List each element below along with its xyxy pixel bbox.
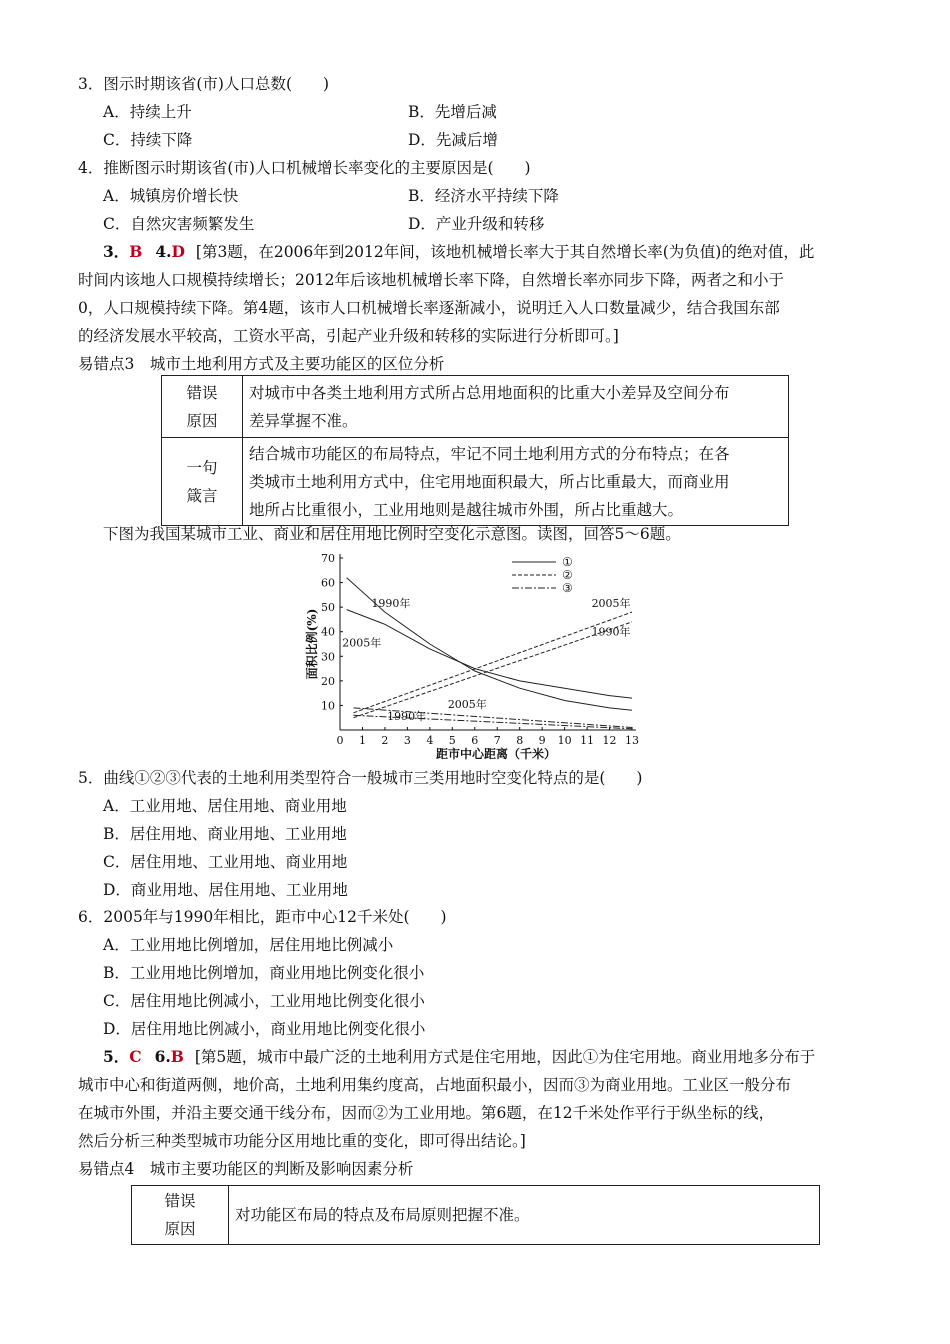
x-tick-label: 0 (336, 734, 344, 747)
q3-option-d: D．先减后增 (408, 131, 498, 149)
answer-3-4-line2: 时间内该地人口规模持续增长；2012年后该地机械增长率下降，自然增长率亦同步下降，两者之和小于 (78, 271, 784, 289)
answer-5-6-line1: 5．C 6.B [第5题，城市中最广泛的土地利用方式是住宅用地，因此①为住宅用地。商业用地多分布于 (103, 1047, 816, 1066)
answer-5-6-line4: 然后分析三种类型城市功能分区用地比重的变化，即可得出结论。] (78, 1132, 526, 1150)
q3-option-b: B．先增后减 (408, 103, 497, 121)
q4-option-b: B．经济水平持续下降 (408, 187, 559, 205)
q6-option-c: C．居住用地比例减小，工业用地比例变化很小 (103, 992, 425, 1010)
x-tick-label: 7 (493, 734, 501, 747)
x-tick-label: 6 (471, 734, 479, 747)
x-tick-label: 12 (602, 734, 617, 747)
y-tick-label: 40 (321, 625, 335, 639)
year-annotation: 2005年 (591, 597, 631, 611)
y-tick-label: 10 (321, 699, 335, 713)
year-annotation: 1990年 (591, 625, 631, 639)
x-tick-label: 10 (557, 734, 572, 747)
point3-motto-header: 一句 箴言 (162, 438, 243, 526)
series-line-3 (354, 612, 633, 713)
point3-motto-text: 结合城市功能区的布局特点，牢记不同土地利用方式的分布特点；在各 类城市土地利用方式中，住宅用地面积最大，所占比重最大，而商业用 地所占比重很小，工业用地则是越往城市外围，所占比重越大。 (243, 438, 789, 526)
point4-title: 易错点4 城市主要功能区的判断及影响因素分析 (78, 1160, 414, 1178)
series-line-2 (347, 610, 632, 699)
point4-reason-header: 错误 原因 (132, 1186, 229, 1245)
point3-title: 易错点3 城市土地利用方式及主要功能区的区位分析 (78, 355, 445, 373)
q4-stem: 4．推断图示时期该省(市)人口机械增长率变化的主要原因是( ) (78, 159, 531, 177)
point3-reason-header: 错误 原因 (162, 376, 243, 438)
y-tick-label: 70 (321, 552, 335, 565)
q5-option-b: B．居住用地、商业用地、工业用地 (103, 825, 347, 843)
q4-option-a: A．城镇房价增长快 (103, 187, 239, 205)
x-tick-label: 1 (358, 734, 366, 747)
y-tick-label: 60 (321, 576, 335, 590)
answer-6: B (170, 1047, 184, 1066)
answer-3-4-line4: 的经济发展水平较高，工资水平高，引起产业升级和转移的实际进行分析即可。] (78, 327, 619, 345)
x-tick-label: 5 (448, 734, 456, 747)
intro-5-6: 下图为我国某城市工业、商业和居住用地比例时空变化示意图。读图，回答5～6题。 (103, 525, 681, 543)
q5-option-d: D．商业用地、居住用地、工业用地 (103, 881, 348, 899)
q6-option-a: A．工业用地比例增加，居住用地比例减小 (103, 936, 394, 954)
q5-option-a: A．工业用地、居住用地、商业用地 (103, 797, 347, 815)
year-annotation: 1990年 (387, 710, 427, 724)
x-tick-label: 8 (516, 734, 524, 747)
x-tick-label: 13 (625, 734, 639, 747)
y-tick-label: 50 (321, 601, 335, 615)
point4-reason-text: 对功能区布局的特点及布局原则把握不准。 (229, 1186, 820, 1245)
q3-stem: 3．图示时期该省(市)人口总数( ) (78, 75, 330, 93)
q5-option-c: C．居住用地、工业用地、商业用地 (103, 853, 348, 871)
year-annotation: 2005年 (342, 636, 382, 650)
legend-label: ① (562, 555, 573, 569)
y-axis-label: 面积比例(%) (305, 608, 319, 680)
x-axis-label: 距市中心距离（千米） (435, 747, 557, 760)
year-annotation: 2005年 (447, 697, 487, 711)
x-tick-label: 11 (580, 734, 595, 747)
x-tick-label: 2 (381, 734, 389, 747)
q3-option-c: C．持续下降 (103, 131, 193, 149)
q6-stem: 6．2005年与1990年相比，距市中心12千米处( ) (78, 908, 447, 926)
q3-option-a: A．持续上升 (103, 103, 192, 121)
q6-option-b: B．工业用地比例增加，商业用地比例变化很小 (103, 964, 425, 982)
land-use-chart (300, 548, 650, 760)
answer-4: D (171, 242, 185, 261)
q4-option-d: D．产业升级和转移 (408, 215, 545, 233)
answer-3: B (129, 242, 143, 261)
point4-table (131, 1185, 820, 1245)
x-tick-label: 3 (403, 734, 411, 747)
answer-3-4-line3: 0，人口规模持续下降。第4题，该市人口机械增长率逐渐减小，说明迁入人口数量减少，结合我国东部 (78, 299, 780, 317)
series-line-4 (354, 622, 633, 718)
q5-stem: 5．曲线①②③代表的土地利用类型符合一般城市三类用地时空变化特点的是( ) (78, 769, 643, 787)
legend-label: ③ (562, 581, 573, 595)
year-annotation: 1990年 (371, 597, 411, 611)
x-tick-label: 9 (538, 734, 546, 747)
x-tick-label: 4 (426, 734, 434, 747)
point3-reason-text: 对城市中各类土地利用方式所占总用地面积的比重大小差异及空间分布 差异掌握不准。 (243, 376, 789, 438)
answer-5-6-line3: 在城市外围，并沿主要交通干线分布，因而②为工业用地。第6题，在12千米处作平行于纵坐标的线， (78, 1104, 775, 1122)
answer-3-4-line1: 3．B 4.D [第3题，在2006年到2012年间，该地机械增长率大于其自然增长率(为负值)的绝对值，此 (103, 242, 815, 261)
q6-option-d: D．居住用地比例减小，商业用地比例变化很小 (103, 1020, 426, 1038)
q4-option-c: C．自然灾害频繁发生 (103, 215, 255, 233)
answer-5-6-line2: 城市中心和街道两侧，地价高，土地利用集约度高，占地面积最小，因而③为商业用地。工业区一般分布 (78, 1076, 792, 1094)
point3-table (161, 375, 789, 526)
y-tick-label: 30 (321, 650, 335, 664)
answer-5: C (129, 1047, 142, 1066)
y-tick-label: 20 (321, 674, 335, 688)
legend-label: ② (562, 568, 573, 582)
